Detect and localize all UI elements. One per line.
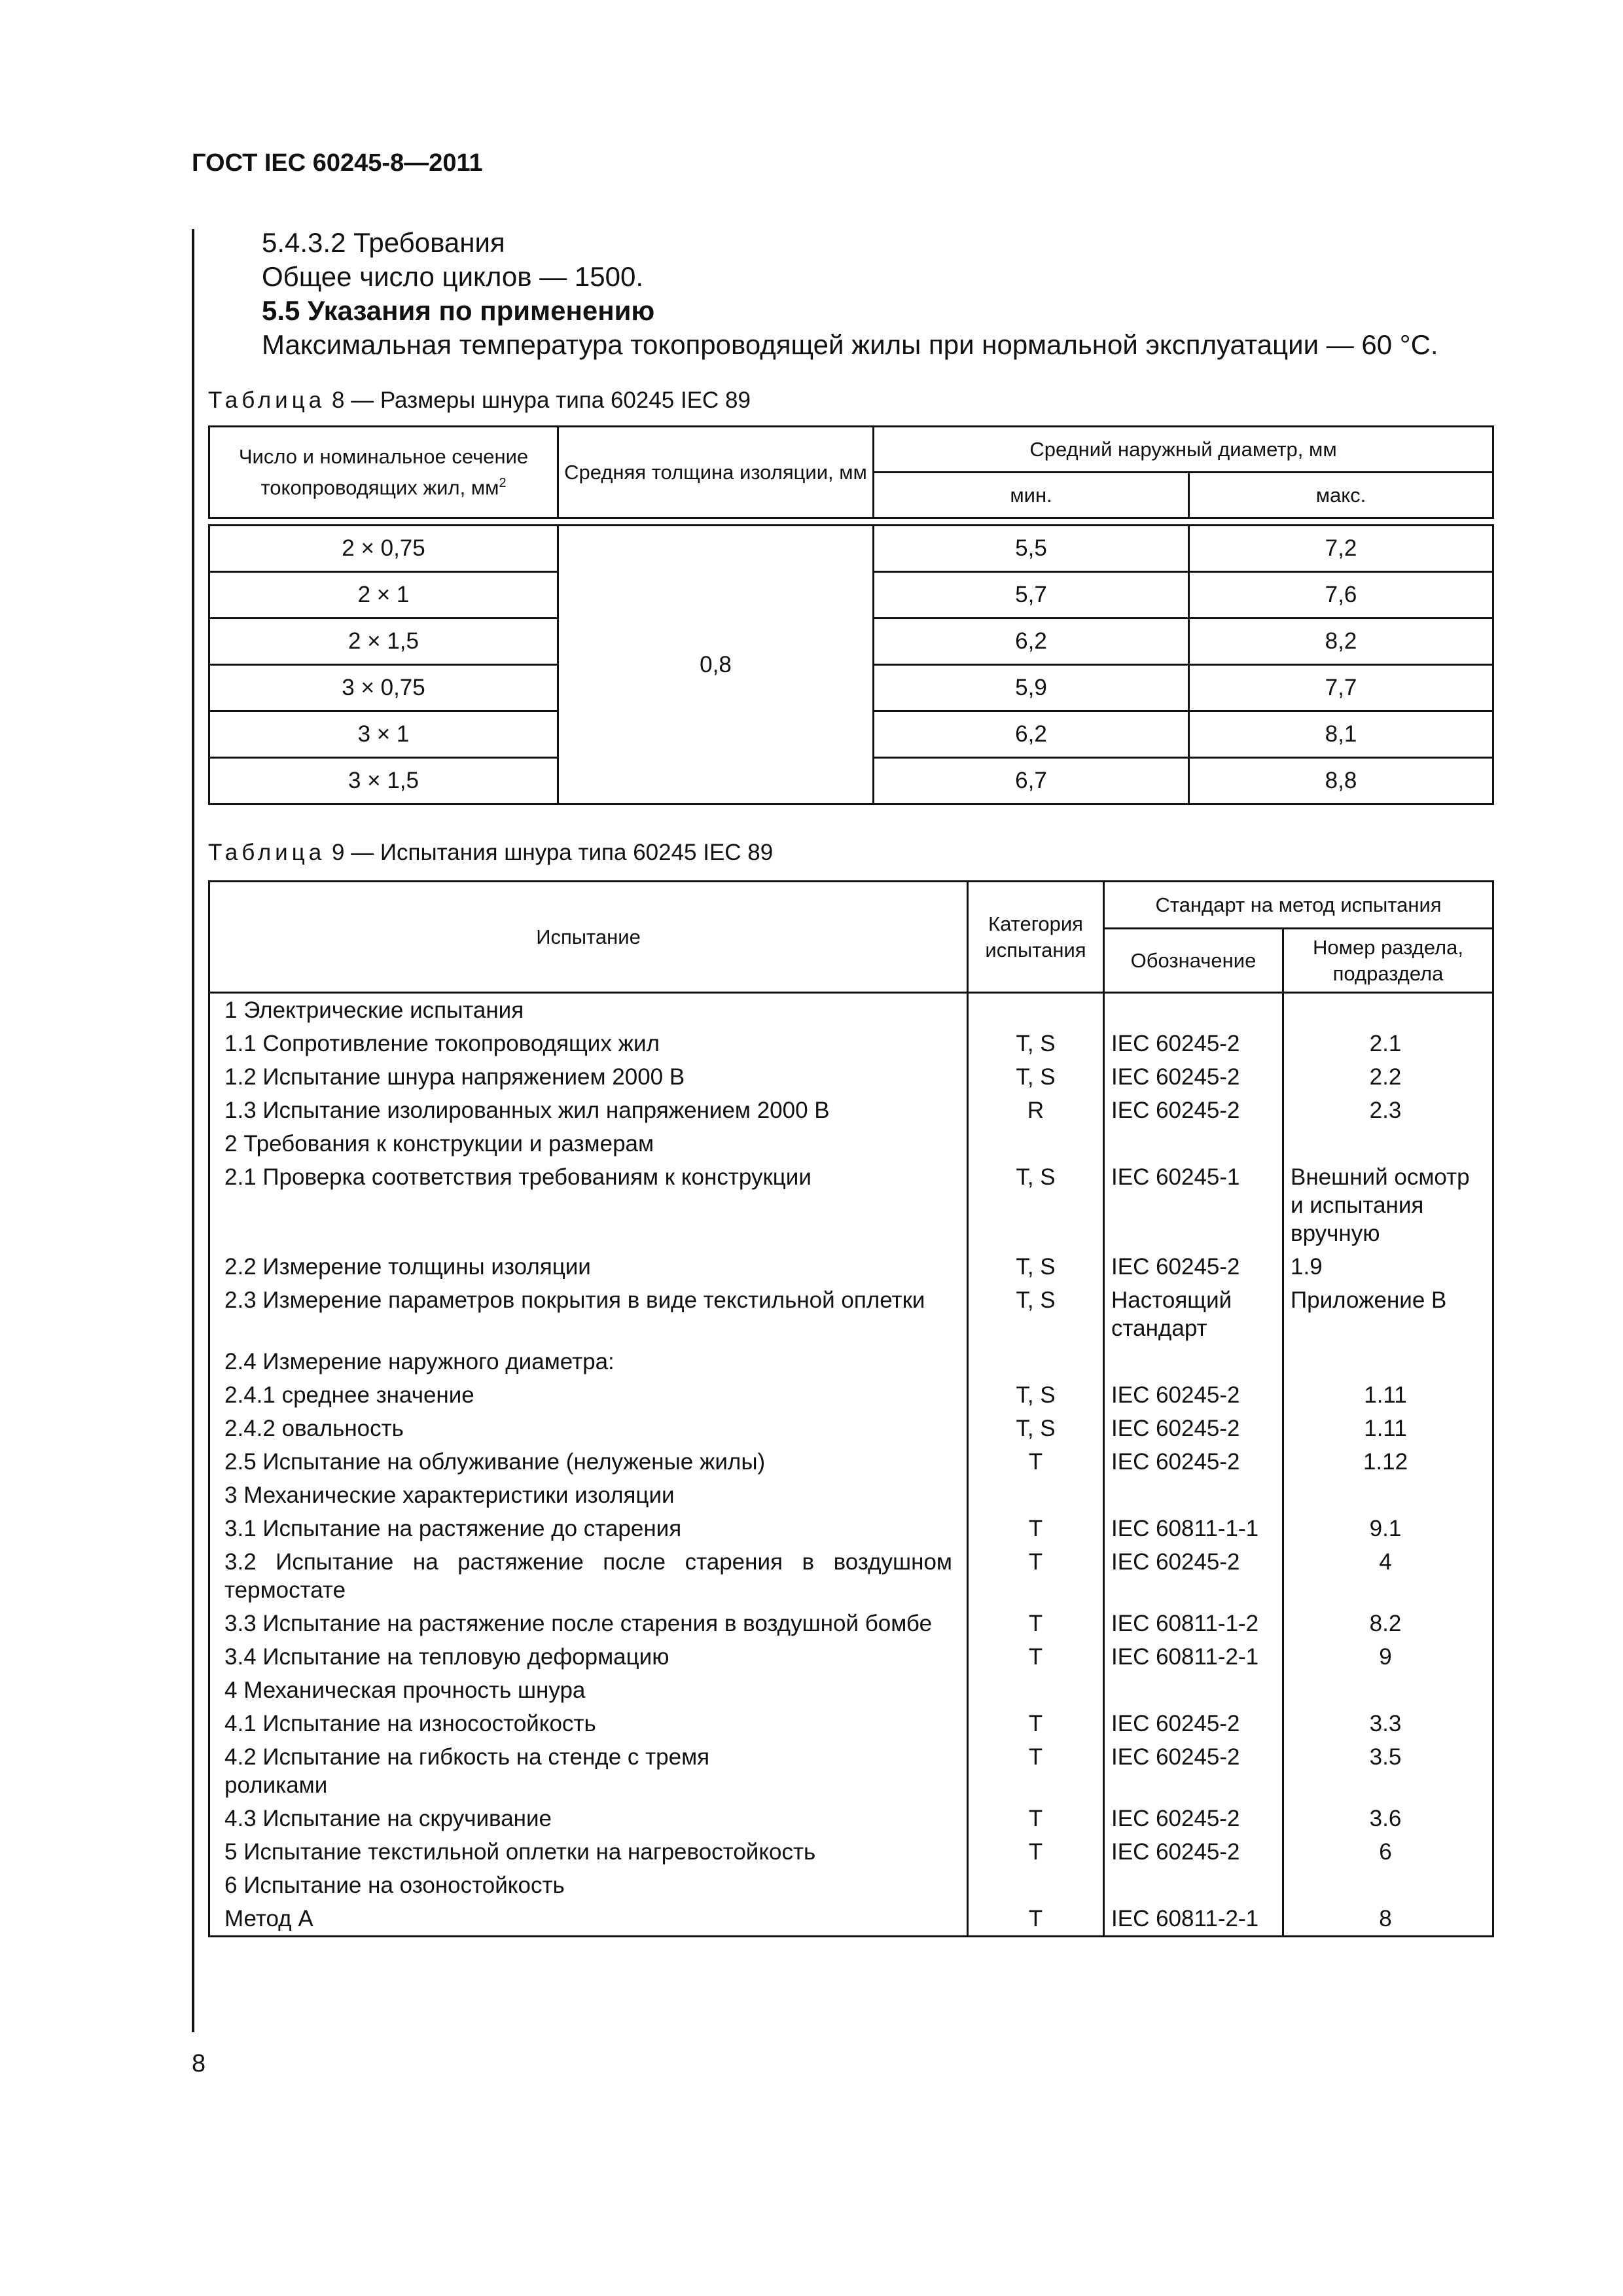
t9-cell-designation: IEC 60245-2	[1104, 1707, 1283, 1740]
t9-row	[209, 1250, 1493, 1283]
table9	[208, 880, 1494, 1937]
t8-cell-min: 6,2	[874, 619, 1189, 665]
clause-temperature-text: Максимальная температура токопроводящей жилы при нормальной эксплуатации — 60 °С.	[262, 329, 1438, 360]
t9-cell-category: T	[968, 1740, 1104, 1802]
t9-cell-category: T	[968, 1902, 1104, 1937]
t9-row	[209, 1674, 1493, 1707]
t9-cell-section: 1.9	[1283, 1250, 1493, 1283]
t9-cell-section: 3.5	[1283, 1740, 1493, 1802]
t8-cell-max: 8,1	[1189, 711, 1493, 758]
t8-cell-max: 7,2	[1189, 526, 1493, 572]
t9-row	[209, 1445, 1493, 1479]
t9-row	[209, 1283, 1493, 1345]
table9-caption-word: Таблица	[208, 840, 326, 865]
t9-cell-section: Внешний осмотр и испытания вручную	[1283, 1160, 1493, 1250]
t8-cell-max: 7,6	[1189, 572, 1493, 619]
t9-row	[209, 1412, 1493, 1445]
t9-cell-section	[1283, 993, 1493, 1028]
t9-cell-category: T, S	[968, 1412, 1104, 1445]
revision-margin-bar	[192, 229, 194, 2032]
t9-cell-category	[968, 1674, 1104, 1707]
t9-cell-test: 4.1 Испытание на износостойкость	[209, 1707, 968, 1740]
t9-cell-designation	[1104, 1869, 1283, 1902]
t8-cell-max: 7,7	[1189, 665, 1493, 711]
table8-caption-word: Таблица	[208, 387, 326, 413]
t9-cell-designation: IEC 60245-2	[1104, 1412, 1283, 1445]
t9-cell-category: T	[968, 1835, 1104, 1869]
t9-cell-test: 3.4 Испытание на тепловую деформацию	[209, 1640, 968, 1674]
t9-row	[209, 1707, 1493, 1740]
t9-cell-designation: IEC 60245-1	[1104, 1160, 1283, 1250]
t9-cell-test: 2.4.2 овальность	[209, 1412, 968, 1445]
t9-row	[209, 1512, 1493, 1545]
t9-cell-section: 1.11	[1283, 1378, 1493, 1412]
t8-cell-min: 5,7	[874, 572, 1189, 619]
t8-cell-min: 6,2	[874, 711, 1189, 758]
table9-caption-rest: 9 — Испытания шнура типа 60245 IEC 89	[325, 840, 774, 865]
t9-row	[209, 1802, 1493, 1835]
page-number: 8	[192, 2050, 206, 2077]
t8-cell-section: 2 × 1	[209, 572, 558, 619]
clause-cycles-text: Общее число циклов — 1500.	[262, 261, 643, 292]
t9-cell-section	[1283, 1345, 1493, 1378]
t9-cell-test: 1.1 Сопротивление токопроводящих жил	[209, 1027, 968, 1060]
t9-cell-category	[968, 1127, 1104, 1160]
t9-cell-test: 2.4 Измерение наружного диаметра:	[209, 1345, 968, 1378]
t9-cell-test: 3.2 Испытание на растяжение после старения в воздушном термостате	[209, 1545, 968, 1607]
t9-cell-test: Метод А	[209, 1902, 968, 1937]
t8-cell-section: 2 × 1,5	[209, 619, 558, 665]
t9-row	[209, 1835, 1493, 1869]
t9-cell-category: T, S	[968, 1283, 1104, 1345]
t8-cell-section: 3 × 0,75	[209, 665, 558, 711]
t8-cell-section: 3 × 1	[209, 711, 558, 758]
t9-cell-designation: IEC 60245-2	[1104, 1740, 1283, 1802]
t9-cell-designation: IEC 60245-2	[1104, 1250, 1283, 1283]
t9-row	[209, 1094, 1493, 1127]
t9-cell-category: T	[968, 1445, 1104, 1479]
t9-row	[209, 1479, 1493, 1512]
t9-cell-designation: IEC 60245-2	[1104, 1094, 1283, 1127]
t9-cell-section: 1.12	[1283, 1445, 1493, 1479]
t9-cell-category	[968, 1869, 1104, 1902]
t9-cell-category: T	[968, 1707, 1104, 1740]
t9-cell-designation: IEC 60245-2	[1104, 1027, 1283, 1060]
t9-cell-section: 6	[1283, 1835, 1493, 1869]
t9-cell-designation: IEC 60811-1-1	[1104, 1512, 1283, 1545]
t9-header-section: Номер раздела, подраздела	[1283, 929, 1493, 993]
t8-header-min: мин.	[874, 473, 1189, 518]
t8-cell-min: 6,7	[874, 758, 1189, 804]
t9-cell-test: 2.4.1 среднее значение	[209, 1378, 968, 1412]
t9-cell-section: 3.3	[1283, 1707, 1493, 1740]
t9-cell-section: 8.2	[1283, 1607, 1493, 1640]
t9-row	[209, 1378, 1493, 1412]
t9-cell-test: 2 Требования к конструкции и размерам	[209, 1127, 968, 1160]
t8-cell-max: 8,2	[1189, 619, 1493, 665]
t8-header-max: макс.	[1189, 473, 1493, 518]
t8-row	[209, 526, 1493, 572]
t8-cell-thickness: 0,8	[558, 526, 874, 804]
t9-header-designation: Обозначение	[1104, 929, 1283, 993]
t9-cell-test: 3.3 Испытание на растяжение после старения в воздушной бомбе	[209, 1607, 968, 1640]
t9-cell-test: 3 Механические характеристики изоляции	[209, 1479, 968, 1512]
t9-cell-section: 3.6	[1283, 1802, 1493, 1835]
t9-cell-section: 2.1	[1283, 1027, 1493, 1060]
t9-cell-designation: IEC 60245-2	[1104, 1835, 1283, 1869]
table8-caption	[208, 387, 751, 414]
t9-row	[209, 1160, 1493, 1250]
t9-row	[209, 1027, 1493, 1060]
t9-cell-category: T, S	[968, 1378, 1104, 1412]
t9-cell-category: T, S	[968, 1027, 1104, 1060]
t9-cell-category: T	[968, 1545, 1104, 1607]
t9-cell-section: 4	[1283, 1545, 1493, 1607]
t9-cell-designation	[1104, 993, 1283, 1028]
t9-row	[209, 1740, 1493, 1802]
t9-cell-designation: IEC 60811-1-2	[1104, 1607, 1283, 1640]
t9-cell-category: T	[968, 1512, 1104, 1545]
t9-row	[209, 1127, 1493, 1160]
t9-cell-section: 1.11	[1283, 1412, 1493, 1445]
t9-cell-test: 1.2 Испытание шнура напряжением 2000 В	[209, 1060, 968, 1094]
t9-cell-section	[1283, 1869, 1493, 1902]
t9-cell-category	[968, 1479, 1104, 1512]
t8-cell-section: 2 × 0,75	[209, 526, 558, 572]
t9-row	[209, 1060, 1493, 1094]
t9-cell-category: T	[968, 1607, 1104, 1640]
t9-cell-designation	[1104, 1674, 1283, 1707]
t8-header-section: Число и номинальное сечение токопроводящих жил, $мм^2$	[209, 427, 558, 518]
t9-cell-section	[1283, 1127, 1493, 1160]
t9-cell-designation: IEC 60245-2	[1104, 1545, 1283, 1607]
t9-cell-section	[1283, 1479, 1493, 1512]
t8-header-diameter: Средний наружный диаметр, мм	[874, 427, 1493, 473]
t8-cell-min: 5,5	[874, 526, 1189, 572]
t9-cell-designation: IEC 60245-2	[1104, 1802, 1283, 1835]
t9-header-test: Испытание	[209, 882, 968, 993]
table8-caption-rest: 8 — Размеры шнура типа 60245 IEC 89	[325, 387, 751, 413]
t9-cell-category: R	[968, 1094, 1104, 1127]
t9-cell-test: 2.2 Измерение толщины изоляции	[209, 1250, 968, 1283]
t9-row	[209, 1345, 1493, 1378]
t9-row	[209, 1902, 1493, 1937]
t9-header-standard: Стандарт на метод испытания	[1104, 882, 1493, 929]
t9-cell-section: 9	[1283, 1640, 1493, 1674]
document-code: ГОСТ IEC 60245-8—2011	[192, 149, 483, 177]
t9-cell-category	[968, 993, 1104, 1028]
t9-cell-designation	[1104, 1127, 1283, 1160]
t9-row	[209, 1869, 1493, 1902]
t9-cell-section: 2.3	[1283, 1094, 1493, 1127]
t9-cell-category	[968, 1345, 1104, 1378]
t9-cell-test: 4.3 Испытание на скручивание	[209, 1802, 968, 1835]
t9-cell-category: T, S	[968, 1160, 1104, 1250]
t8-cell-max: 8,8	[1189, 758, 1493, 804]
t9-cell-test: 4 Механическая прочность шнура	[209, 1674, 968, 1707]
t8-cell-section: 3 × 1,5	[209, 758, 558, 804]
t9-cell-test: 6 Испытание на озоностойкость	[209, 1869, 968, 1902]
t9-cell-category: T	[968, 1640, 1104, 1674]
t9-cell-section: 2.2	[1283, 1060, 1493, 1094]
t9-row	[209, 993, 1493, 1028]
t8-header-thickness: Средняя толщина изоляции, мм	[558, 427, 874, 518]
t9-cell-designation: Настоящий стандарт	[1104, 1283, 1283, 1345]
t9-cell-category: T, S	[968, 1060, 1104, 1094]
t9-cell-section: Приложение В	[1283, 1283, 1493, 1345]
t9-cell-designation	[1104, 1479, 1283, 1512]
t9-row	[209, 1640, 1493, 1674]
t9-cell-designation: IEC 60811-2-1	[1104, 1640, 1283, 1674]
t9-cell-test: 2.1 Проверка соответствия требованиям к конструкции	[209, 1160, 968, 1250]
t9-row	[209, 1545, 1493, 1607]
t9-cell-designation: IEC 60245-2	[1104, 1378, 1283, 1412]
clause-5-5-heading: 5.5 Указания по применению	[262, 295, 655, 326]
t9-cell-test: 1.3 Испытание изолированных жил напряжением 2000 В	[209, 1094, 968, 1127]
t9-cell-test: 1 Электрические испытания	[209, 993, 968, 1028]
t9-cell-designation: IEC 60245-2	[1104, 1060, 1283, 1094]
t9-cell-test: 2.3 Измерение параметров покрытия в виде текстильной оплетки	[209, 1283, 968, 1345]
t9-cell-designation: IEC 60811-2-1	[1104, 1902, 1283, 1937]
t9-cell-section	[1283, 1674, 1493, 1707]
t9-row	[209, 1607, 1493, 1640]
t8-cell-min: 5,9	[874, 665, 1189, 711]
table9-caption	[208, 840, 773, 866]
clause-5-4-3-2-title: 5.4.3.2 Требования	[262, 227, 505, 258]
t9-cell-section: 8	[1283, 1902, 1493, 1937]
t9-cell-test: 2.5 Испытание на облуживание (нелуженые жилы)	[209, 1445, 968, 1479]
t9-header-category: Категория испытания	[968, 882, 1104, 993]
t9-cell-designation	[1104, 1345, 1283, 1378]
t9-cell-section: 9.1	[1283, 1512, 1493, 1545]
t9-cell-designation: IEC 60245-2	[1104, 1445, 1283, 1479]
t9-cell-category: T	[968, 1802, 1104, 1835]
t9-cell-test: 5 Испытание текстильной оплетки на нагревостойкость	[209, 1835, 968, 1869]
t9-cell-test: 3.1 Испытание на растяжение до старения	[209, 1512, 968, 1545]
t9-cell-category: T, S	[968, 1250, 1104, 1283]
t9-cell-test: 4.2 Испытание на гибкость на стенде с тремя роликами	[209, 1740, 968, 1802]
table8	[208, 425, 1494, 805]
